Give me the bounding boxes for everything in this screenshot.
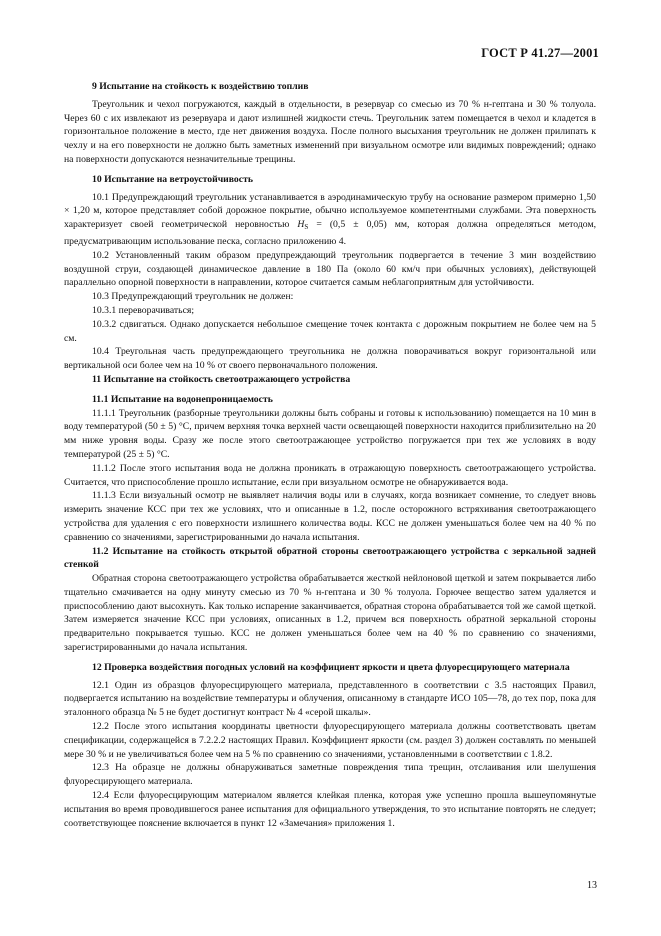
paragraph-11-1-3: 11.1.3 Если визуальный осмотр не выявляет наличия воды или в случаях, когда возникает сомнение, то следует вновь измерить значение КСС при тех же условиях, что и описанные в 1.2, после осторожного встряхивания светоотражающего устройства для удаления с его поверхности излишнего количества воды. КСС не должен уменьшаться более чем на 40 % по сравнению со значениями, зарегистрированными до начала испытания. — [64, 490, 596, 543]
paragraph-12-3: 12.3 На образце не должны обнаруживаться заметные повреждения типа трещин, отслаивания или шелушения флуоресцирующего материала. — [64, 762, 596, 788]
paragraph-10-4: 10.4 Треугольная часть предупреждающего треугольника не должна поворачиваться вокруг горизонтальной или вертикальной оси более чем на 10 % от своего первоначального положения. — [64, 346, 596, 372]
section-11-heading: 11 Испытание на стойкость светоотражающего устройства — [92, 373, 351, 385]
subsection-11-2-heading: 11.2 Испытание на стойкость открытой обратной стороны светоотражающего устройства с зеркальной задней стенкой — [64, 545, 596, 571]
paragraph-12-4: 12.4 Если флуоресцирующим материалом является клейкая пленка, которая уже успешно прошла вышеупомянутые испытания во время проводившегося ранее испытания для официального утверждения, то это испытание повторять не следует; соответствующее пояснение включается в пункт 12 «Замечания» приложения 1. — [64, 790, 596, 829]
paragraph-11-1-2: 11.1.2 После этого испытания вода не должна проникать в отражающую поверхность светоотражающего устройства. Считается, что приспособление прошло испытание, если при визуальном осмотре не обнаруживается вода. — [64, 462, 596, 488]
paragraph-10-3-1: 10.3.1 переворачиваться; — [92, 304, 195, 316]
section-9-heading: 9 Испытание на стойкость к воздействию топлив — [92, 81, 309, 92]
section-9-paragraph: Треугольник и чехол погружаются, каждый в отдельности, в резервуар со смесью из 70 % н-гептана и 30 % толуола. Через 60 с их извлекают из резервуара и дают излишней жидкости стечь. Треугольник затем помещается в чехол и кладется в горизонтальное положение в место, где нет движения воздуха. После полного высыхания треугольник не должен прилипать к чехлу и на его поверхности не должно быть заметных изменений при визуальном осмотре или видимых повреждений; однако на поверхности допускаются незначительные трещины. — [64, 98, 596, 165]
paragraph-10-1 — [64, 191, 596, 249]
paragraph-10-1-text-b: = (0,5 ± 0,05) мм, которая должна определяться методом, предусматривающим использование песка, согласно приложению 4. — [64, 219, 596, 247]
paragraph-11-2: Обратная сторона светоотражающего устройства обрабатывается жесткой нейлоновой щеткой и затем покрывается либо тщательно смачивается на одну минуту смесью из 70 % н-гептана и 30 % толуола. Горючее вещество затем удаляется и приспособлению дают высохнуть. Как только испарение заканчивается, обратная сторона обрабатывается той же самой щеткой. Затем измеряется значение КСС при условиях, описанных в 1.2, причем вся поверхность обратной зеркальной стороны предварительно покрывается тушью. КСС не должен уменьшаться более чем на 40 % по сравнению со значениями, зарегистрированными до начала испытания. — [64, 573, 596, 654]
document-code: ГОСТ Р 41.27—2001 — [481, 46, 599, 60]
roughness-symbol: H — [297, 219, 305, 231]
page-number: 13 — [587, 880, 597, 891]
paragraph-12-1: 12.1 Один из образцов флуоресцирующего материала, представленного в соответствии с 3.5 настоящих Правил, подвергается испытанию на воздействие температуры и облучения, описанному в стандарте ИСО 105—78, до тех пор, пока для эталонного образца № 5 не будет достигнут контраст № 4 «серой шкалы». — [64, 679, 596, 719]
section-12-heading: 12 Проверка воздействия погодных условий на коэффициент яркости и цвета флуоресцирующего материала — [92, 661, 570, 673]
paragraph-10-1-text-a: 10.1 Предупреждающий треугольник устанавливается в аэродинамическую трубу на основание размером примерно 1,50 × 1,20 м, которое представляет собой дорожное покрытие, обычно используемое компетентными службами. Эта поверхность характеризует своей геометрической неровностью — [64, 191, 596, 231]
subsection-11-1-heading: 11.1 Испытание на водонепроницаемость — [92, 393, 273, 405]
section-10-heading: 10 Испытание на ветроустойчивость — [92, 173, 253, 185]
roughness-subscript: S — [304, 223, 309, 232]
paragraph-10-3: 10.3 Предупреждающий треугольник не должен: — [92, 291, 294, 303]
paragraph-11-1-1: 11.1.1 Треугольник (разборные треугольники должны быть собраны и готовы к использованию) помещается на 10 мин в воду температурой (50 ± 5) °С, причем верхняя точка верхней части освещающей поверхности находится приблизительно на 20 мм ниже уровня воды. Сразу же после этого светоотражающее устройство погружается при тех же условиях в воду температурой (25 ± 5) °С. — [64, 407, 596, 460]
paragraph-10-3-2: 10.3.2 сдвигаться. Однако допускается небольшое смещение точек контакта с дорожным покрытием не более чем на 5 см. — [64, 318, 596, 344]
paragraph-12-2: 12.2 После этого испытания координаты цветности флуоресцирующего материала должны соответствовать цветам спецификации, содержащейся в 7.2.2.2 настоящих Правил. Коэффициент яркости (см. раздел 3) должен составлять по меньшей мере 30 % и не увеличиваться более чем на 5 % по сравнению со значениями, установленными в соответствии с 1.8.2. — [64, 721, 596, 760]
document-body — [64, 80, 596, 830]
paragraph-10-2: 10.2 Установленный таким образом предупреждающий треугольник подвергается в течение 3 мин воздействию воздушной струи, создающей динамическое давление в 180 Па (около 60 км/ч при обычных условиях), действующей параллельно опорной поверхности в направлении, которое считается самым неблагоприятным для устойчивости. — [64, 249, 596, 289]
